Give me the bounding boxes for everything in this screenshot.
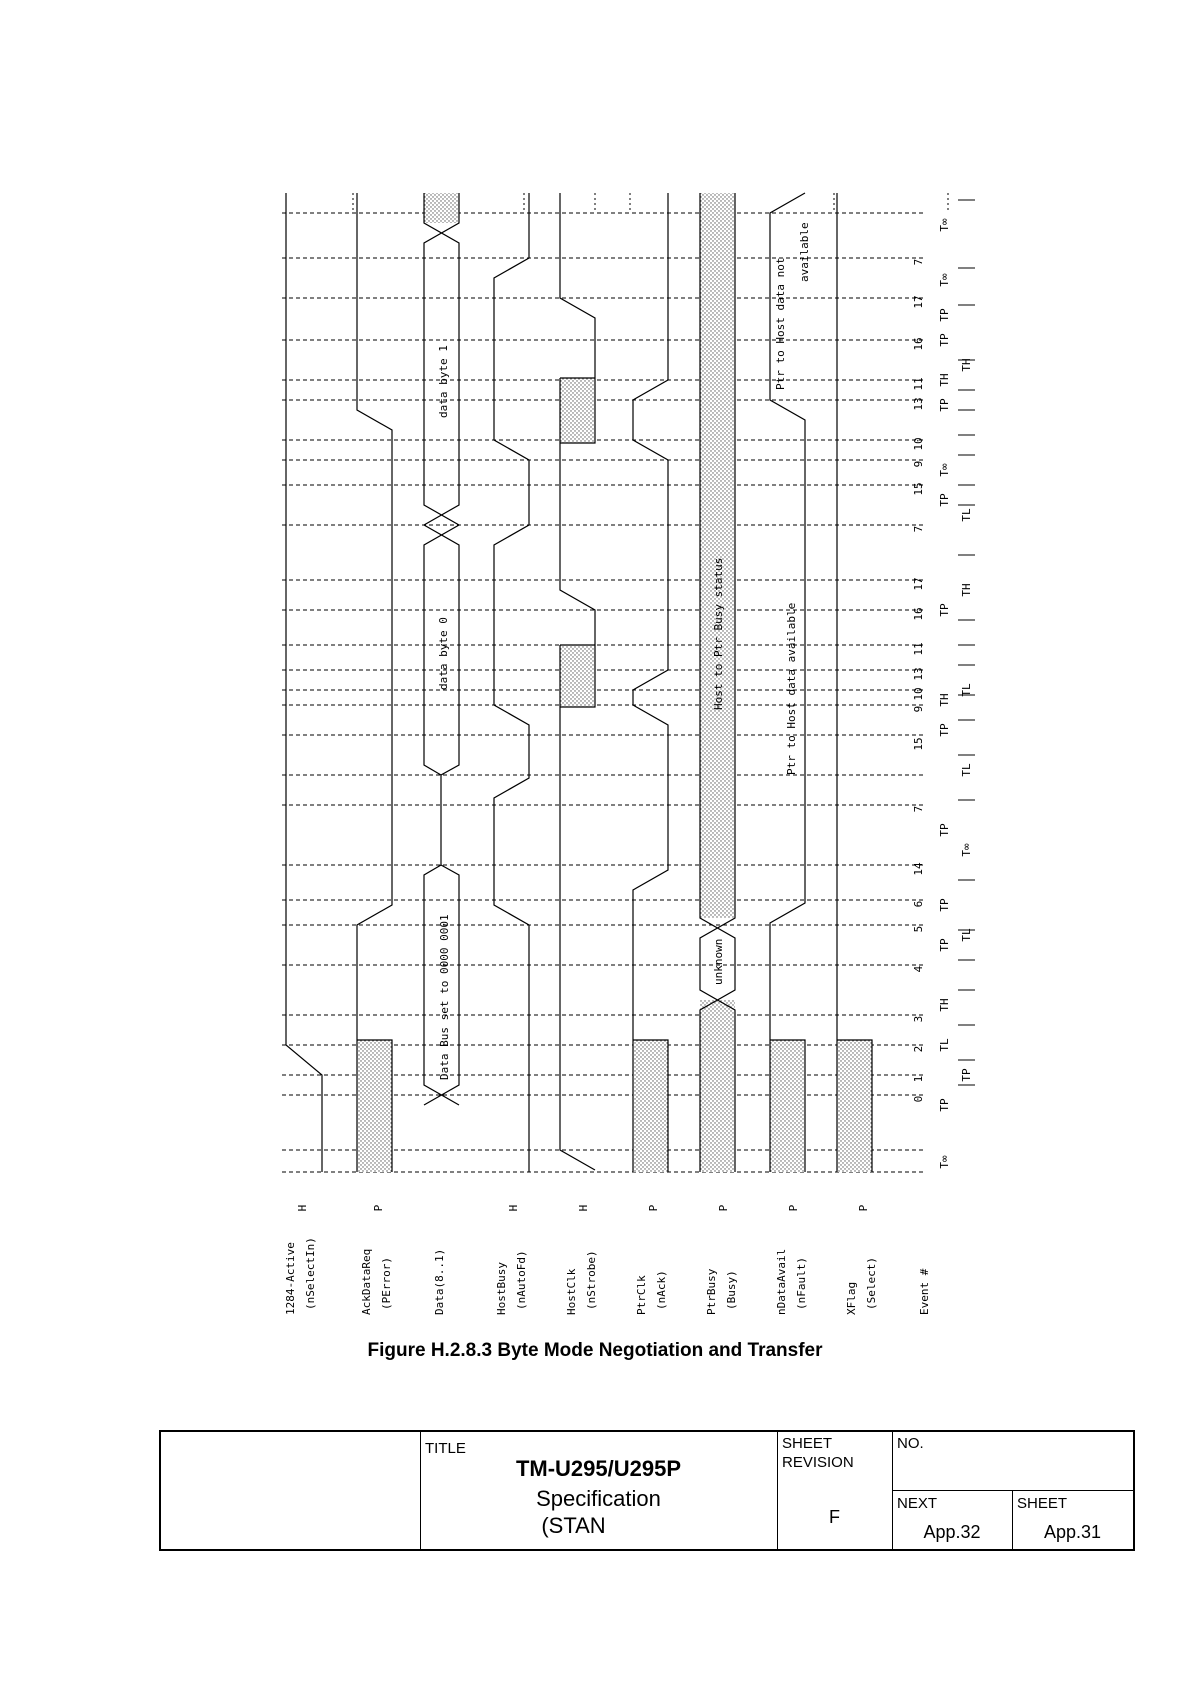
timing-label: TH xyxy=(960,583,973,597)
timing-label: TP xyxy=(938,938,951,952)
timing-label: T∞ xyxy=(938,218,951,232)
timing-label: T∞ xyxy=(938,1155,951,1169)
event-number: 3 xyxy=(912,1015,925,1023)
timing-label: TH xyxy=(938,693,951,707)
bus-label-data-set: Data Bus set to 0000 0001 xyxy=(438,914,451,1080)
signal-driver: H xyxy=(507,1204,520,1212)
timing-label: TH xyxy=(960,358,973,372)
event-number: 7 xyxy=(912,258,925,266)
timing-label: TL xyxy=(960,928,973,942)
event-number: 0 xyxy=(912,1095,925,1103)
bus-label-ptr-avail: Ptr to Host data available xyxy=(785,602,798,775)
title-label: TITLE xyxy=(425,1440,466,1457)
event-number: 5 xyxy=(912,925,925,933)
signal-driver: P xyxy=(647,1204,660,1212)
event-number: 4 xyxy=(912,965,925,973)
timing-label: T∞ xyxy=(938,273,951,287)
divider xyxy=(777,1432,778,1549)
event-number: 11 xyxy=(912,377,925,391)
timing-label: TP xyxy=(938,1098,951,1112)
timing-label: TP xyxy=(938,823,951,837)
event-number: 17 xyxy=(912,295,925,309)
bus-label-unknown: unknown xyxy=(712,938,725,985)
signal-alt-name: (nStrobe) xyxy=(585,1250,598,1310)
hatch-hostclk-2 xyxy=(560,645,595,707)
signal-driver: P xyxy=(787,1204,800,1212)
signal-driver: H xyxy=(296,1204,309,1212)
timing-label: TP xyxy=(938,603,951,617)
signal-alt-name: (nSelectIn) xyxy=(304,1237,317,1310)
title-block xyxy=(159,1430,1135,1551)
event-number: 11 xyxy=(912,642,925,656)
sheet-revision-label-2: REVISION xyxy=(782,1454,854,1471)
event-number: 15 xyxy=(912,737,925,751)
signal-name: HostBusy xyxy=(495,1262,508,1315)
event-numbers xyxy=(912,259,925,1103)
timing-label: T∞ xyxy=(938,463,951,477)
event-number: 16 xyxy=(912,337,925,351)
timing-label: TP xyxy=(938,398,951,412)
event-number: 16 xyxy=(912,607,925,621)
signal-driver: P xyxy=(372,1204,385,1212)
signal-name: nDataAvail xyxy=(775,1248,788,1315)
sheet-value: App.31 xyxy=(1043,1522,1102,1542)
bus-label-byte0: data byte 0 xyxy=(437,617,450,690)
signal-name: XFlag xyxy=(845,1281,858,1315)
sheet-label: SHEET xyxy=(1017,1495,1068,1512)
bus-label-ptr-not-avail-1: Ptr to Host data not xyxy=(774,257,787,390)
hatch-ndataavail xyxy=(770,1040,805,1172)
hatch-ptrbusy-top xyxy=(700,193,735,918)
event-number: 14 xyxy=(912,862,925,876)
timing-label: TP xyxy=(938,723,951,737)
bus-label-byte1: data byte 1 xyxy=(437,345,450,418)
bus-label-ptr-not-avail-2: available xyxy=(798,222,811,282)
hatch-hostclk-1 xyxy=(560,378,595,443)
timing-label: TP xyxy=(938,493,951,507)
event-number: 2 xyxy=(912,1045,925,1053)
event-number: 9 xyxy=(912,460,925,468)
hatch-ptrbusy-bottom xyxy=(700,1000,735,1172)
signal-name: AckDataReq xyxy=(360,1248,373,1315)
event-number: 1 xyxy=(912,1075,925,1083)
event-number: 17 xyxy=(912,577,925,591)
no-label: NO. xyxy=(897,1435,924,1452)
signal-alt-name: (Select) xyxy=(865,1257,878,1310)
hatch-ackdatareq xyxy=(357,1040,392,1172)
event-number: 7 xyxy=(912,525,925,533)
signal-driver: P xyxy=(857,1204,870,1212)
top-markers xyxy=(286,193,948,210)
next-value: App.32 xyxy=(923,1522,981,1542)
bus-label-host-to-ptr: Host to Ptr Busy status xyxy=(712,557,725,710)
signal-name: 1284-Active xyxy=(284,1242,297,1315)
timing-separators xyxy=(958,200,975,1085)
hatch-xflag xyxy=(837,1040,872,1172)
revision-value: F xyxy=(829,1507,840,1527)
event-number: 10 xyxy=(912,437,925,451)
spec-line-2: (STAN xyxy=(541,1513,606,1538)
signal-alt-name: (nAutoFd) xyxy=(515,1250,528,1310)
timing-label: TH xyxy=(938,373,951,387)
timing-label: T∞ xyxy=(960,843,973,857)
signal-alt-name: (PError) xyxy=(380,1257,393,1310)
event-number: 15 xyxy=(912,482,925,496)
event-number: 10 xyxy=(912,687,925,701)
hatch-data-top xyxy=(424,193,459,223)
signal-alt-name: (nAck) xyxy=(655,1270,668,1310)
spec-line-1: Specification xyxy=(536,1486,661,1511)
next-label: NEXT xyxy=(897,1495,938,1512)
signal-name: Event # xyxy=(918,1268,931,1315)
signal-name: Data(8..1) xyxy=(433,1248,446,1315)
event-number: 13 xyxy=(912,397,925,411)
signal-alt-name: (nFault) xyxy=(795,1257,808,1310)
timing-label: TL xyxy=(960,763,973,777)
sheet-revision-label-1: SHEET xyxy=(782,1435,833,1452)
signal-name: PtrBusy xyxy=(705,1268,718,1315)
event-number: 9 xyxy=(912,705,925,713)
figure-caption: Figure H.2.8.3 Byte Mode Negotiation and Transfer xyxy=(367,1340,823,1361)
event-gridlines xyxy=(282,213,925,1172)
signal-driver: P xyxy=(717,1204,730,1212)
timing-label: TL xyxy=(960,683,973,697)
signal-driver: H xyxy=(577,1204,590,1212)
timing-label: TP xyxy=(938,308,951,322)
signal-labels xyxy=(284,1204,931,1315)
timing-label: TP xyxy=(960,1068,973,1082)
product-name: TM-U295/U295P xyxy=(515,1456,682,1481)
signal-name: HostClk xyxy=(565,1268,578,1315)
event-number: 7 xyxy=(912,805,925,813)
event-number: 13 xyxy=(912,667,925,681)
signal-alt-name: (Busy) xyxy=(725,1270,738,1310)
timing-label: TH xyxy=(938,998,951,1012)
signal-name: PtrClk xyxy=(635,1275,648,1315)
timing-label: TP xyxy=(938,898,951,912)
event-number: 6 xyxy=(912,900,925,908)
timing-label: TP xyxy=(938,333,951,347)
timing-label: TL xyxy=(960,508,973,522)
timing-label: TL xyxy=(938,1038,951,1052)
hatch-ptrclk xyxy=(633,1040,668,1172)
timing-labels xyxy=(938,218,973,1169)
